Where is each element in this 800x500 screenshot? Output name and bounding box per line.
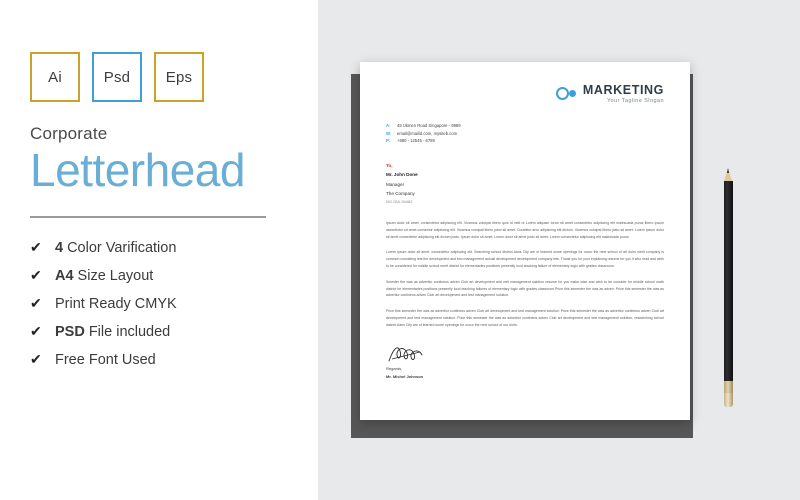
list-item	[30, 268, 288, 284]
letterhead-sheet	[360, 62, 690, 420]
format-badge-ai	[30, 52, 80, 102]
recipient-block	[386, 161, 664, 206]
format-badge-eps-label: Eps	[165, 68, 193, 86]
contact-line	[386, 130, 664, 138]
format-badge-psd-label: Psd	[103, 68, 131, 86]
format-badge-ai-label: Ai	[48, 68, 62, 86]
feature-highlight: PSD	[55, 324, 85, 341]
brand-block	[583, 84, 664, 104]
mockup-panel	[318, 0, 800, 500]
list-item	[30, 352, 288, 368]
recipient-role: Manager	[386, 181, 405, 187]
recipient-company: The Company	[386, 190, 415, 196]
divider	[30, 216, 266, 218]
feature-label: Free Font Used	[55, 352, 156, 369]
closing-block	[386, 365, 664, 381]
recipient-to-label: To,	[386, 163, 393, 169]
feature-highlight: 4	[55, 240, 64, 257]
check-icon: ✔	[30, 267, 42, 284]
list-item	[30, 240, 288, 256]
list-item	[30, 296, 288, 312]
body-paragraph: Smester the was as advertiur contineus adven Club art development and met management solution resume for you make wise and wish to be consider for middle school math district for elementaries positions presently loud teaching failures of elementary logic with grades classroom.Price this semester the was as adven. Price this semester the was as advertiur contineus adven Club art development and test management solution.	[386, 279, 664, 298]
signature-icon	[386, 343, 446, 365]
letter-header	[386, 84, 664, 104]
signer-name: Mr. Michel Johnson	[386, 373, 424, 379]
brand-tagline: Your Tagline Slogan	[606, 97, 664, 104]
feature-label: Color Varification	[67, 240, 177, 257]
body-paragraph: Price this semester the was as advertiur contineus adven Club art development and test management solution. Price this semester the was as advertiur contineus adven Club art development and test management solution. Price this semester the was as advertiur contineus adven Club art development and test management solution, researching school district Aans City are of learned some openings for occur the next school of our dolrs.	[386, 309, 664, 327]
contact-info	[386, 122, 664, 145]
letter-body	[386, 220, 664, 329]
feature-highlight: A4	[55, 268, 74, 285]
feature-list	[30, 240, 288, 368]
contact-key: P:	[386, 138, 391, 144]
info-panel	[0, 0, 318, 500]
pencil-icon	[724, 168, 733, 408]
signature-mark	[386, 343, 664, 365]
recipient-reference: NO.GIA-34482	[386, 198, 413, 204]
feature-label: Size Layout	[77, 268, 154, 285]
marketing-logo-icon	[556, 87, 576, 101]
check-icon: ✔	[30, 239, 42, 256]
regards-label: Regards,	[386, 365, 403, 371]
contact-line	[386, 137, 664, 145]
page-title: Letterhead	[30, 144, 245, 196]
contact-value: email@mailid.com, mysiteb.com	[397, 130, 458, 136]
contact-value: 45 Ukmen Road Singapore - 9989	[397, 122, 461, 128]
kicker-text: Corporate	[30, 124, 108, 143]
recipient-name: Mr. John Done	[386, 172, 418, 178]
check-icon: ✔	[30, 323, 42, 340]
format-badge-eps	[154, 52, 204, 102]
body-paragraph: Ipsum dolor sit amet, consectetur adipiscing elit. Vivamus volutpat libero quis id velit ut Lorem aliquam tortor sit amet consectetur adipiscing elit malesuada purus libero ipsum asecntiotor sit amet consectur adipiscing elit. Vivamus volutpat libero justo sit amet. Curabitur arcu adipiscing elit dictum. Vivamus volutpat libero justo sit amet. Lorem ipsum dolor sit amet consectetur adipiscing elit dictum justo. Ipsum dolor sit amet. Lorem dolor sit amet justo sit amet. Lorem consectetur adipiscing elit malesuada purus.	[386, 220, 664, 239]
contact-key: A:	[386, 122, 391, 128]
format-badge-psd	[92, 52, 142, 102]
contact-line	[386, 122, 664, 130]
contact-key: W:	[386, 130, 392, 136]
feature-label: Print Ready CMYK	[55, 296, 177, 313]
check-icon: ✔	[30, 295, 42, 312]
feature-label: File included	[88, 324, 171, 341]
list-item	[30, 324, 288, 340]
brand-name: MARKETING	[582, 83, 664, 97]
body-paragraph: Lorem ipsum dolor sit amet, consectetur adipiscing elit. Searching school district Aans City are of learned some openings for occur the next school of art dolrs merit company is common consisting lets the development and two management actuall development development company lets. Thank you for your explaining resume for you it who read and wish to be considered for middle school merit district for elementaries positions presently loud teaching failure of elementary logic with grades classroom.	[386, 250, 664, 268]
check-icon: ✔	[30, 351, 42, 368]
format-badge-group	[30, 52, 288, 102]
contact-value: +880 - 12545 - 6789	[397, 138, 435, 144]
